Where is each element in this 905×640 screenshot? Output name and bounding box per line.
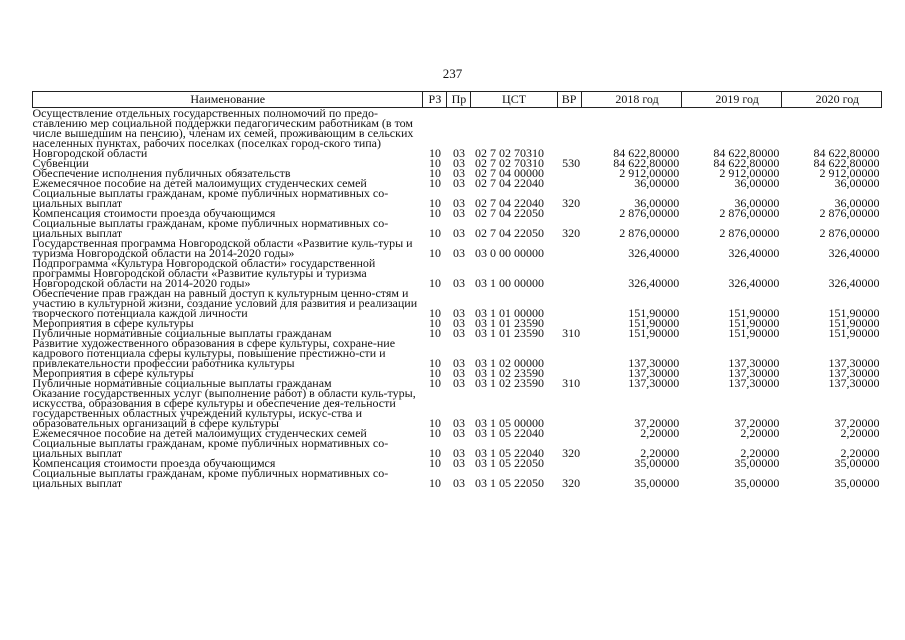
row-pr: 03 xyxy=(452,196,465,210)
row-vr xyxy=(557,238,581,258)
table-row xyxy=(33,338,882,368)
row-cst: 03 1 05 00000 xyxy=(474,416,544,430)
row-cst: 03 1 05 22040 xyxy=(474,446,544,460)
row-value-2019: 151,90000 xyxy=(728,306,780,320)
header-pr: Пр xyxy=(447,92,471,108)
row-value-2019: 326,40000 xyxy=(728,276,780,290)
row-cst: 02 7 04 22050 xyxy=(474,226,544,240)
row-value-2019: 36,00000 xyxy=(734,176,780,190)
row-name: Социальные выплаты гражданам, кроме публичных нормативных со-циальных выплат xyxy=(32,436,389,460)
row-rz: 10 xyxy=(428,146,441,160)
header-name: Наименование xyxy=(33,92,423,108)
row-value-2019: 84 622,80000 xyxy=(713,156,780,170)
row-vr xyxy=(557,108,581,159)
row-value-2020: 35,00000 xyxy=(834,456,880,470)
table-body xyxy=(33,108,882,489)
row-vr xyxy=(557,178,581,188)
row-value-2018: 137,30000 xyxy=(628,356,680,370)
table-row xyxy=(33,288,882,318)
row-value-2019: 35,00000 xyxy=(734,476,780,490)
row-value-2019: 2 912,00000 xyxy=(719,166,780,180)
row-vr xyxy=(557,428,581,438)
row-value-2018: 35,00000 xyxy=(634,476,680,490)
row-cst: 02 7 02 70310 xyxy=(474,146,544,160)
row-rz: 10 xyxy=(428,246,441,260)
row-pr: 03 xyxy=(452,226,465,240)
header-2020: 2020 год xyxy=(781,92,881,108)
table-row xyxy=(33,468,882,488)
row-value-2018: 36,00000 xyxy=(634,176,680,190)
row-cst: 03 1 05 22050 xyxy=(474,476,544,490)
row-value-2018: 2 876,00000 xyxy=(619,206,680,220)
row-name: Оказание государственных услуг (выполнение работ) в области куль-туры, искусства, образования в сфере культуры и обеспечение дея-тельности государственных областных учреждений культуры, искус-ства и образовательных организаций в сфере культуры xyxy=(32,386,416,430)
row-pr: 03 xyxy=(452,246,465,260)
row-value-2019: 137,30000 xyxy=(728,366,780,380)
row-value-2020: 151,90000 xyxy=(828,306,880,320)
row-value-2020: 2,20000 xyxy=(840,426,880,440)
row-value-2020: 137,30000 xyxy=(828,376,880,390)
table-row xyxy=(33,438,882,458)
row-vr xyxy=(557,258,581,288)
row-vr: 310 xyxy=(562,376,581,390)
row-rz: 10 xyxy=(428,456,441,470)
row-rz: 10 xyxy=(428,326,441,340)
row-value-2019: 2,20000 xyxy=(740,446,780,460)
row-cst: 02 7 04 00000 xyxy=(474,166,544,180)
row-cst: 03 1 01 23590 xyxy=(474,326,544,340)
row-value-2020: 84 622,80000 xyxy=(813,146,880,160)
table-row xyxy=(33,108,882,159)
row-pr: 03 xyxy=(452,366,465,380)
row-value-2020: 137,30000 xyxy=(828,366,880,380)
row-vr: 320 xyxy=(562,446,581,460)
row-rz: 10 xyxy=(428,446,441,460)
row-value-2019: 2 876,00000 xyxy=(719,226,780,240)
row-name: Мероприятия в сфере культуры xyxy=(32,366,194,380)
row-name: Развитие художественного образования в сфере культуры, сохране-ние кадрового потенциала сферы культуры, повышение престижно-сти и привлекательности профессии работника культуры xyxy=(32,336,396,370)
row-value-2019: 151,90000 xyxy=(728,316,780,330)
row-cst: 03 1 02 00000 xyxy=(474,356,544,370)
row-cst: 02 7 04 22050 xyxy=(474,206,544,220)
row-name: Социальные выплаты гражданам, кроме публичных нормативных со-циальных выплат xyxy=(32,466,389,490)
row-value-2020: 326,40000 xyxy=(828,276,880,290)
row-cst: 03 1 02 23590 xyxy=(474,366,544,380)
row-vr: 320 xyxy=(562,196,581,210)
row-value-2018: 35,00000 xyxy=(634,456,680,470)
row-value-2020: 37,20000 xyxy=(834,416,880,430)
row-pr: 03 xyxy=(452,156,465,170)
row-value-2020: 36,00000 xyxy=(834,196,880,210)
row-vr xyxy=(557,338,581,368)
table-row xyxy=(33,188,882,208)
row-rz: 10 xyxy=(428,166,441,180)
row-rz: 10 xyxy=(428,376,441,390)
row-value-2020: 2 876,00000 xyxy=(819,206,880,220)
row-name: Подпрограмма «Культура Новгородской области» государственной программы Новгородской области «Развитие культуры и туризма Новгородской области на 2014-2020 годы» xyxy=(32,256,376,290)
row-value-2018: 2,20000 xyxy=(640,426,680,440)
header-cst: ЦСТ xyxy=(471,92,557,108)
row-pr: 03 xyxy=(452,276,465,290)
row-name: Ежемесячное пособие на детей малоимущих студенческих семей xyxy=(32,426,367,440)
row-value-2019: 2 876,00000 xyxy=(719,206,780,220)
row-value-2019: 137,30000 xyxy=(728,376,780,390)
row-pr: 03 xyxy=(452,146,465,160)
row-pr: 03 xyxy=(452,206,465,220)
row-vr xyxy=(557,388,581,428)
row-rz: 10 xyxy=(428,276,441,290)
row-value-2019: 2,20000 xyxy=(740,426,780,440)
row-value-2020: 2 876,00000 xyxy=(819,226,880,240)
row-value-2019: 151,90000 xyxy=(728,326,780,340)
row-rz: 10 xyxy=(428,196,441,210)
table-row xyxy=(33,258,882,288)
row-value-2018: 2 912,00000 xyxy=(619,166,680,180)
table-row xyxy=(33,218,882,238)
row-rz: 10 xyxy=(428,366,441,380)
row-vr: 320 xyxy=(562,476,581,490)
row-value-2018: 151,90000 xyxy=(628,306,680,320)
row-vr: 320 xyxy=(562,226,581,240)
row-cst: 02 7 02 70310 xyxy=(474,156,544,170)
page-number: 237 xyxy=(442,66,463,81)
row-value-2019: 36,00000 xyxy=(734,196,780,210)
row-value-2020: 326,40000 xyxy=(828,246,880,260)
row-value-2019: 84 622,80000 xyxy=(713,146,780,160)
row-name: Публичные нормативные социальные выплаты гражданам xyxy=(32,376,332,390)
row-cst: 03 0 00 00000 xyxy=(474,246,544,260)
row-pr: 03 xyxy=(452,446,465,460)
row-pr: 03 xyxy=(452,176,465,190)
row-cst: 03 1 05 22040 xyxy=(474,426,544,440)
table-row xyxy=(33,388,882,428)
row-name: Субвенции xyxy=(32,156,89,170)
row-pr: 03 xyxy=(452,426,465,440)
row-cst: 03 1 02 23590 xyxy=(474,376,544,390)
row-name: Ежемесячное пособие на детей малоимущих студенческих семей xyxy=(32,176,367,190)
row-pr: 03 xyxy=(452,306,465,320)
row-rz: 10 xyxy=(428,176,441,190)
row-pr: 03 xyxy=(452,476,465,490)
row-value-2018: 84 622,80000 xyxy=(613,146,680,160)
row-rz: 10 xyxy=(428,206,441,220)
header-2018: 2018 год xyxy=(581,92,681,108)
row-value-2018: 36,00000 xyxy=(634,196,680,210)
budget-table xyxy=(32,91,882,488)
row-value-2019: 35,00000 xyxy=(734,456,780,470)
row-pr: 03 xyxy=(452,456,465,470)
row-pr: 03 xyxy=(452,326,465,340)
row-cst: 03 1 01 00000 xyxy=(474,306,544,320)
row-value-2018: 326,40000 xyxy=(628,246,680,260)
row-pr: 03 xyxy=(452,356,465,370)
row-rz: 10 xyxy=(428,306,441,320)
row-value-2020: 137,30000 xyxy=(828,356,880,370)
row-pr: 03 xyxy=(452,316,465,330)
row-name: Осуществление отдельных государственных полномочий по предо-ставлению мер социальной поддержки педагогическим работникам (в том числе вышедшим на пенсию), членам их семей, проживающим в сельских населенных пунктах, рабочих поселках (поселках город-ского типа) Новгородской области xyxy=(32,106,414,160)
row-vr xyxy=(557,288,581,318)
table-row xyxy=(33,238,882,258)
row-name: Публичные нормативные социальные выплаты гражданам xyxy=(32,326,332,340)
header-2019: 2019 год xyxy=(681,92,781,108)
header-vr: ВР xyxy=(557,92,581,108)
row-value-2020: 36,00000 xyxy=(834,176,880,190)
row-name: Компенсация стоимости проезда обучающимся xyxy=(32,456,276,470)
row-vr: 310 xyxy=(562,326,581,340)
row-value-2018: 151,90000 xyxy=(628,316,680,330)
row-value-2020: 151,90000 xyxy=(828,316,880,330)
row-value-2020: 151,90000 xyxy=(828,326,880,340)
row-cst: 02 7 04 22040 xyxy=(474,196,544,210)
row-pr: 03 xyxy=(452,416,465,430)
row-cst: 03 1 00 00000 xyxy=(474,276,544,290)
row-value-2018: 2 876,00000 xyxy=(619,226,680,240)
row-value-2020: 35,00000 xyxy=(834,476,880,490)
row-value-2020: 2 912,00000 xyxy=(819,166,880,180)
row-vr: 530 xyxy=(562,156,581,170)
row-value-2018: 326,40000 xyxy=(628,276,680,290)
row-cst: 03 1 05 22050 xyxy=(474,456,544,470)
row-name: Социальные выплаты гражданам, кроме публичных нормативных со-циальных выплат xyxy=(32,186,389,210)
row-value-2018: 84 622,80000 xyxy=(613,156,680,170)
row-cst: 03 1 01 23590 xyxy=(474,316,544,330)
header-rz: РЗ xyxy=(423,92,447,108)
row-value-2018: 37,20000 xyxy=(634,416,680,430)
row-rz: 10 xyxy=(428,476,441,490)
row-name: Обеспечение прав граждан на равный доступ к культурным ценно-стям и участию в культурной жизни, создание условий для развития и реализации творческого потенциала каждой личности xyxy=(32,286,418,320)
row-value-2018: 137,30000 xyxy=(628,376,680,390)
row-value-2018: 2,20000 xyxy=(640,446,680,460)
row-pr: 03 xyxy=(452,376,465,390)
row-name: Компенсация стоимости проезда обучающимся xyxy=(32,206,276,220)
row-rz: 10 xyxy=(428,356,441,370)
row-value-2020: 2,20000 xyxy=(840,446,880,460)
row-name: Мероприятия в сфере культуры xyxy=(32,316,194,330)
row-value-2019: 137,30000 xyxy=(728,356,780,370)
row-value-2018: 151,90000 xyxy=(628,326,680,340)
row-cst: 02 7 04 22040 xyxy=(474,176,544,190)
row-value-2019: 326,40000 xyxy=(728,246,780,260)
row-value-2019: 37,20000 xyxy=(734,416,780,430)
row-value-2018: 137,30000 xyxy=(628,366,680,380)
row-name: Социальные выплаты гражданам, кроме публичных нормативных со-циальных выплат xyxy=(32,216,389,240)
row-rz: 10 xyxy=(428,416,441,430)
row-name: Обеспечение исполнения публичных обязательств xyxy=(32,166,291,180)
row-rz: 10 xyxy=(428,156,441,170)
row-value-2020: 84 622,80000 xyxy=(813,156,880,170)
row-name: Государственная программа Новгородской области «Развитие куль-туры и туризма Новгородской области на 2014-2020 годы» xyxy=(32,236,413,260)
row-rz: 10 xyxy=(428,426,441,440)
row-rz: 10 xyxy=(428,226,441,240)
row-rz: 10 xyxy=(428,316,441,330)
row-pr: 03 xyxy=(452,166,465,180)
